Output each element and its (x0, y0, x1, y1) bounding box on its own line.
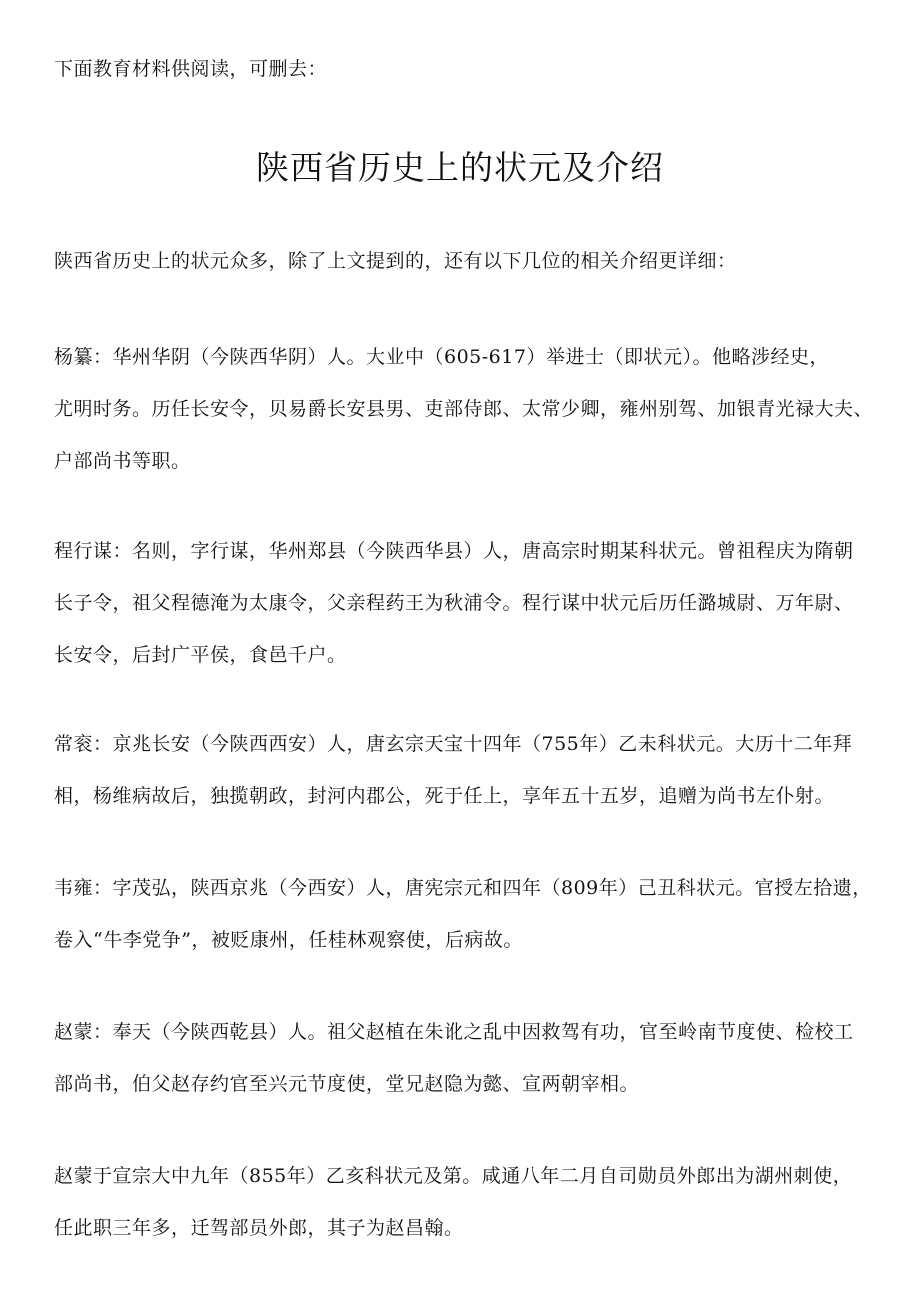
intro-paragraph: 陕西省历史上的状元众多，除了上文提到的，还有以下几位的相关介绍更详细： (54, 250, 737, 272)
document-title: 陕西省历史上的状元及介绍 (256, 148, 664, 187)
paragraph-line: 相，杨维病故后，独揽朝政，封河内郡公，死于任上，享年五十五岁，追赠为尚书左仆射。 (54, 785, 835, 807)
paragraph-wei-yong (54, 877, 874, 981)
paragraph-line: 赵蒙于宣宗大中九年（855年）乙亥科状元及第。咸通八年二月自司勋员外郎出为湖州刺使， (54, 1165, 853, 1187)
paragraph-line: 韦雍：字茂弘，陕西京兆（今西安）人，唐宪宗元和四年（809年）己丑科状元。官授左拾遗， (54, 877, 872, 899)
paragraph-yang-zuan (54, 346, 874, 502)
paragraph-line: 长安令，后封广平侯，食邑千户。 (54, 644, 347, 666)
paragraph-line: 杨纂：华州华阴（今陕西华阴）人。大业中（605-617）举进士（即状元）。他略涉经史， (54, 346, 829, 368)
paragraph-line: 部尚书，伯父赵存约官至兴元节度使，堂兄赵隐为懿、宣两朝宰相。 (54, 1073, 640, 1095)
paragraph-line: 户部尚书等职。 (54, 450, 191, 472)
paragraph-line: 任此职三年多，迁驾部员外郎，其子为赵昌翰。 (54, 1217, 464, 1239)
paragraph-line: 卷入“牛李党争”，被贬康州，任桂林观察使，后病故。 (54, 929, 523, 951)
paragraph-line: 程行谋：名则，字行谋，华州郑县（今陕西华县）人，唐高宗时期某科状元。曾祖程庆为隋朝 (54, 540, 854, 562)
paragraph-line: 长子令，祖父程德淹为太康令，父亲程药王为秋浦令。程行谋中状元后历任潞城尉、万年尉、 (54, 592, 854, 614)
paragraph-line: 尤明时务。历任长安令，贝易爵长安县男、吏部侍郎、太常少卿，雍州别驾、加银青光禄大夫、 (54, 398, 874, 420)
paragraph-line: 常衮：京兆长安（今陕西西安）人，唐玄宗天宝十四年（755年）乙未科状元。大历十二年拜 (54, 733, 853, 755)
paragraph-zhao-meng-career (54, 1165, 874, 1269)
paragraph-cheng-xingmou (54, 540, 874, 696)
paragraph-line: 赵蒙：奉天（今陕西乾县）人。祖父赵植在朱讹之乱中因救驾有功，官至岭南节度使、检校工 (54, 1021, 854, 1043)
editor-note: 下面教育材料供阅读，可删去： (54, 58, 328, 80)
paragraph-zhao-meng (54, 1021, 874, 1125)
paragraph-chang-gun (54, 733, 874, 837)
